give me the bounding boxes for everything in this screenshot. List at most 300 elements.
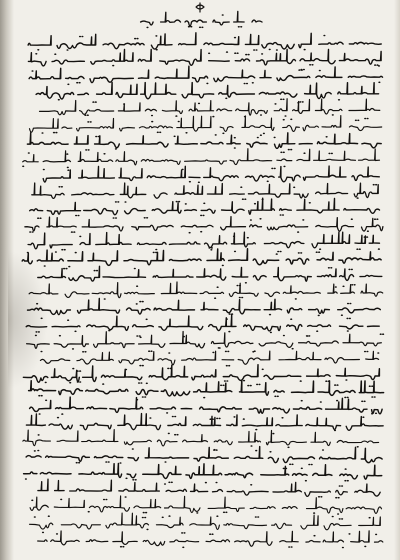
diacritic-dot (269, 314, 271, 316)
text-line (36, 83, 379, 101)
handwritten-word (207, 249, 224, 261)
diacritic-dot (261, 53, 263, 55)
handwritten-word (205, 236, 227, 248)
diacritic-dot (81, 36, 83, 38)
handwritten-word (201, 142, 223, 144)
handwritten-word (86, 540, 108, 542)
handwritten-word (225, 473, 253, 478)
diacritic-dot (339, 518, 341, 520)
handwritten-word (26, 414, 45, 426)
handwritten-word (337, 441, 378, 443)
handwritten-word (157, 440, 177, 446)
handwritten-word (264, 242, 304, 248)
diacritic-dot (146, 529, 148, 531)
handwritten-word (213, 490, 223, 492)
handwritten-word (103, 43, 144, 49)
diacritic-dot (146, 217, 148, 219)
handwritten-word (305, 83, 332, 98)
handwritten-word (219, 86, 255, 98)
diacritic-dot (277, 251, 279, 253)
diacritic-dot (369, 385, 371, 387)
diacritic-dot (335, 497, 337, 499)
diacritic-dot (225, 98, 227, 100)
handwritten-word (217, 109, 232, 111)
handwritten-word (314, 151, 356, 161)
handwritten-word (343, 334, 381, 346)
handwritten-word (234, 447, 262, 459)
diacritic-dot (76, 82, 78, 84)
diacritic-dot (244, 83, 246, 85)
diacritic-dot (176, 201, 178, 203)
text-line (38, 531, 383, 549)
diacritic-dot (319, 70, 321, 72)
handwritten-word (127, 136, 169, 147)
diacritic-dot (344, 397, 346, 399)
diacritic-dot (223, 512, 225, 514)
handwritten-word (207, 184, 222, 195)
diacritic-dot (289, 464, 291, 466)
handwritten-word (156, 517, 183, 527)
diacritic-dot (374, 218, 376, 220)
handwritten-word (139, 126, 172, 128)
text-line (28, 232, 380, 251)
text-lines (22, 33, 384, 549)
handwritten-word (354, 183, 378, 197)
handwritten-word (166, 489, 186, 491)
handwritten-word (177, 116, 211, 131)
handwritten-word (206, 540, 229, 542)
diacritic-dot (188, 26, 190, 28)
diacritic-dot (55, 132, 57, 134)
diacritic-dot (67, 319, 69, 321)
diacritic-dot (347, 397, 349, 399)
diacritic-dot (308, 335, 310, 337)
handwritten-word (168, 417, 186, 426)
diacritic-dot (241, 297, 243, 299)
handwritten-word (224, 524, 267, 529)
handwritten-word (262, 43, 294, 49)
diacritic-dot (292, 348, 294, 350)
diacritic-dot (181, 532, 183, 534)
handwritten-word (141, 83, 176, 99)
handwritten-word (55, 481, 65, 491)
handwritten-word (143, 465, 181, 479)
diacritic-dot (290, 149, 292, 151)
diacritic-dot (57, 417, 59, 419)
handwritten-word (320, 447, 356, 459)
diacritic-dot (330, 267, 332, 269)
handwritten-word (279, 351, 321, 359)
diacritic-dot (136, 285, 138, 287)
diacritic-dot (236, 285, 238, 287)
handwritten-word (175, 136, 197, 144)
handwritten-word (204, 168, 239, 181)
diacritic-dot (288, 546, 290, 548)
diacritic-dot (82, 351, 84, 353)
handwritten-word (92, 283, 121, 298)
diacritic-dot (297, 231, 299, 233)
text-line (23, 365, 379, 384)
handwritten-word (208, 497, 244, 511)
diacritic-dot (67, 169, 69, 171)
diacritic-dot (222, 265, 224, 267)
handwritten-word (351, 531, 369, 542)
diacritic-dot (168, 352, 170, 354)
diacritic-dot (356, 248, 358, 250)
handwritten-word (30, 523, 53, 529)
diacritic-dot (319, 248, 321, 250)
handwritten-word (183, 435, 208, 442)
handwritten-word (150, 407, 175, 409)
diacritic-dot (48, 515, 50, 517)
diacritic-dot (274, 396, 276, 398)
handwritten-word (204, 37, 239, 45)
diacritic-dot (185, 203, 187, 205)
handwritten-word (249, 198, 275, 214)
diacritic-dot (234, 37, 236, 39)
text-line (40, 99, 380, 118)
handwritten-word (61, 524, 100, 529)
diacritic-dot (66, 49, 68, 51)
handwritten-word (229, 283, 258, 296)
diacritic-dot (79, 236, 81, 238)
handwritten-word (250, 507, 275, 509)
diacritic-dot (71, 231, 73, 233)
handwritten-word (273, 408, 290, 413)
handwritten-word (375, 541, 383, 542)
diacritic-dot (283, 166, 285, 168)
handwritten-word (54, 499, 84, 508)
handwritten-word (240, 380, 269, 395)
diacritic-dot (214, 297, 216, 299)
handwritten-word (257, 50, 296, 65)
text-line (32, 183, 378, 200)
handwritten-word (311, 432, 330, 445)
diacritic-dot (345, 379, 347, 381)
handwritten-word (306, 540, 320, 542)
handwritten-word (77, 352, 114, 364)
diacritic-dot (67, 167, 69, 169)
diacritic-dot (182, 547, 184, 549)
diacritic-dot (351, 284, 353, 286)
diacritic-dot (283, 119, 285, 121)
diacritic-dot (349, 318, 351, 320)
diacritic-dot (338, 497, 340, 499)
diacritic-dot (45, 382, 47, 384)
diacritic-dot (227, 351, 229, 353)
diacritic-dot (220, 385, 222, 387)
handwritten-word (245, 34, 258, 44)
diacritic-dot (79, 36, 81, 38)
diacritic-dot (240, 186, 242, 188)
diacritic-dot (200, 215, 202, 217)
diacritic-dot (55, 251, 57, 253)
diacritic-dot (34, 450, 36, 452)
diacritic-dot (34, 516, 36, 518)
handwritten-word (23, 376, 47, 383)
diacritic-dot (308, 464, 310, 466)
diacritic-dot (38, 395, 40, 397)
handwritten-word (161, 282, 197, 294)
handwritten-word (26, 456, 41, 458)
diacritic-dot (132, 479, 134, 481)
handwritten-word (87, 316, 129, 330)
handwritten-word (359, 149, 380, 161)
diacritic-dot (148, 350, 150, 352)
diacritic-dot (374, 396, 376, 398)
diacritic-dot (222, 385, 224, 387)
diacritic-dot (40, 351, 42, 353)
diacritic-dot (233, 236, 235, 238)
diacritic-dot (31, 231, 33, 233)
diacritic-dot (334, 430, 336, 432)
diacritic-dot (67, 84, 69, 86)
diacritic-dot (244, 198, 246, 200)
handwritten-word (66, 77, 84, 79)
handwritten-word (322, 116, 341, 128)
diacritic-dot (302, 219, 304, 221)
diacritic-dot (267, 181, 269, 183)
diacritic-dot (226, 365, 228, 367)
diacritic-dot (170, 368, 172, 370)
ornament-stroke (196, 3, 204, 12)
diacritic-dot (56, 533, 58, 535)
handwritten-word (182, 83, 214, 98)
handwritten-word (307, 498, 343, 513)
diacritic-dot (219, 418, 221, 420)
diacritic-dot (142, 365, 144, 367)
handwritten-word (362, 143, 381, 148)
diacritic-dot (45, 400, 47, 402)
handwritten-word (277, 76, 310, 81)
diacritic-dot (176, 434, 178, 436)
handwritten-word (323, 532, 343, 542)
diacritic-dot (255, 429, 257, 431)
handwritten-word (286, 258, 309, 264)
diacritic-dot (225, 351, 227, 353)
diacritic-dot (42, 532, 44, 534)
diacritic-dot (250, 219, 252, 221)
diacritic-dot (254, 203, 256, 205)
diacritic-dot (142, 396, 144, 398)
diacritic-dot (298, 69, 300, 71)
handwritten-word (312, 232, 350, 248)
diacritic-dot (168, 433, 170, 435)
diacritic-dot (290, 318, 292, 320)
handwritten-word (231, 232, 255, 247)
handwritten-word (340, 269, 354, 280)
handwritten-word (264, 299, 281, 309)
diacritic-dot (240, 26, 242, 28)
handwritten-word (57, 431, 78, 441)
diacritic-dot (255, 450, 257, 452)
diacritic-dot (206, 83, 208, 85)
diacritic-dot (233, 416, 235, 418)
handwritten-word (52, 326, 80, 327)
handwritten-word (253, 276, 266, 280)
diacritic-dot (378, 65, 380, 67)
handwritten-word (179, 33, 196, 45)
handwritten-word (192, 370, 216, 380)
handwritten-word (261, 466, 289, 475)
handwritten-word (90, 77, 133, 82)
handwritten-word (116, 84, 137, 97)
handwritten-word (95, 136, 120, 148)
handwritten-word (78, 93, 89, 95)
handwritten-word (43, 151, 70, 162)
diacritic-dot (229, 313, 231, 315)
handwritten-word (143, 540, 165, 545)
diacritic-dot (309, 64, 311, 66)
handwritten-word (154, 193, 167, 198)
diacritic-dot (226, 51, 228, 53)
diacritic-dot (375, 534, 377, 536)
diacritic-dot (78, 462, 80, 464)
handwritten-word (86, 389, 128, 393)
diacritic-dot (146, 383, 148, 385)
diacritic-dot (274, 103, 276, 105)
diacritic-dot (255, 516, 257, 518)
handwritten-word (125, 209, 146, 214)
diacritic-dot (371, 385, 373, 387)
diacritic-dot (342, 286, 344, 288)
handwritten-word (317, 269, 336, 277)
diacritic-dot (351, 269, 353, 271)
handwritten-word (132, 225, 173, 230)
diacritic-dot (355, 120, 357, 122)
diacritic-dot (134, 38, 136, 40)
handwritten-word (223, 300, 260, 314)
diacritic-dot (117, 201, 119, 203)
handwritten-word (260, 71, 271, 78)
diacritic-dot (218, 347, 220, 349)
handwritten-word (294, 194, 308, 198)
handwritten-word (169, 242, 200, 244)
diacritic-dot (282, 99, 284, 101)
handwritten-word (120, 183, 146, 198)
diacritic-dot (77, 370, 79, 372)
diacritic-dot (348, 269, 350, 271)
diacritic-dot (291, 546, 293, 548)
diacritic-dot (367, 230, 369, 232)
diacritic-dot (338, 99, 340, 101)
handwritten-word (51, 531, 79, 545)
diacritic-dot (250, 385, 252, 387)
handwritten-word (88, 251, 118, 265)
diacritic-dot (125, 369, 127, 371)
handwritten-word (37, 250, 63, 261)
handwritten-word (153, 270, 193, 278)
diacritic-dot (153, 252, 155, 254)
handwritten-word (274, 268, 312, 282)
handwritten-word (266, 431, 306, 445)
diacritic-dot (311, 64, 313, 66)
handwritten-word (303, 125, 319, 130)
diacritic-dot (189, 181, 191, 183)
diacritic-dot (25, 478, 27, 480)
diacritic-dot (159, 132, 161, 134)
diacritic-dot (300, 380, 302, 382)
handwritten-word (82, 220, 123, 231)
handwritten-word (101, 369, 141, 379)
handwritten-word (324, 523, 351, 529)
handwritten-word (293, 474, 308, 476)
diacritic-dot (245, 54, 247, 56)
handwritten-word (26, 326, 47, 327)
handwritten-word (340, 474, 358, 479)
handwritten-word (318, 381, 355, 395)
handwritten-word (280, 209, 292, 210)
diacritic-dot (380, 333, 382, 335)
handwritten-word (277, 159, 292, 161)
diacritic-dot (168, 515, 170, 517)
diacritic-dot (135, 479, 137, 481)
diacritic-dot (301, 400, 303, 402)
diacritic-dot (151, 121, 153, 123)
diacritic-dot (27, 252, 29, 254)
handwritten-word (30, 497, 48, 510)
handwritten-word (87, 407, 107, 409)
handwritten-word (127, 474, 136, 478)
handwritten-word (40, 101, 76, 115)
diacritic-dot (39, 217, 41, 219)
handwritten-word (51, 369, 79, 382)
handwritten-word (113, 532, 137, 545)
diacritic-dot (84, 351, 86, 353)
diacritic-dot (287, 447, 289, 449)
diacritic-dot (318, 315, 320, 317)
diacritic-dot (318, 251, 320, 253)
handwritten-word (127, 308, 151, 314)
handwritten-word (74, 136, 88, 144)
handwritten-word (170, 540, 199, 542)
diacritic-dot (342, 547, 344, 549)
handwritten-word (23, 155, 39, 162)
diacritic-dot (162, 517, 164, 519)
diacritic-dot (262, 369, 264, 371)
handwritten-word (315, 99, 342, 114)
handwritten-word (82, 430, 118, 442)
diacritic-dot (336, 400, 338, 402)
diacritic-dot (228, 365, 230, 367)
handwritten-word (182, 351, 216, 360)
handwritten-word (287, 325, 302, 331)
diacritic-dot (213, 449, 215, 451)
diacritic-dot (269, 49, 271, 51)
diacritic-dot (357, 197, 359, 199)
diacritic-dot (341, 485, 343, 487)
handwritten-word (280, 531, 298, 542)
handwritten-word (283, 125, 300, 131)
diacritic-dot (208, 53, 210, 55)
handwritten-word (214, 70, 255, 82)
diacritic-dot (284, 115, 286, 117)
handwritten-word (30, 209, 43, 211)
handwritten-word (297, 149, 310, 160)
handwritten-word (319, 42, 343, 44)
handwritten-word (197, 269, 226, 280)
diacritic-dot (243, 418, 245, 420)
diacritic-dot (178, 121, 180, 123)
diacritic-dot (306, 335, 308, 337)
diacritic-dot (64, 249, 66, 251)
diacritic-dot (311, 464, 313, 466)
diacritic-dot (364, 546, 366, 548)
text-line (23, 430, 379, 449)
diacritic-dot (112, 65, 114, 67)
handwritten-word (40, 359, 69, 364)
handwritten-word (360, 275, 382, 276)
